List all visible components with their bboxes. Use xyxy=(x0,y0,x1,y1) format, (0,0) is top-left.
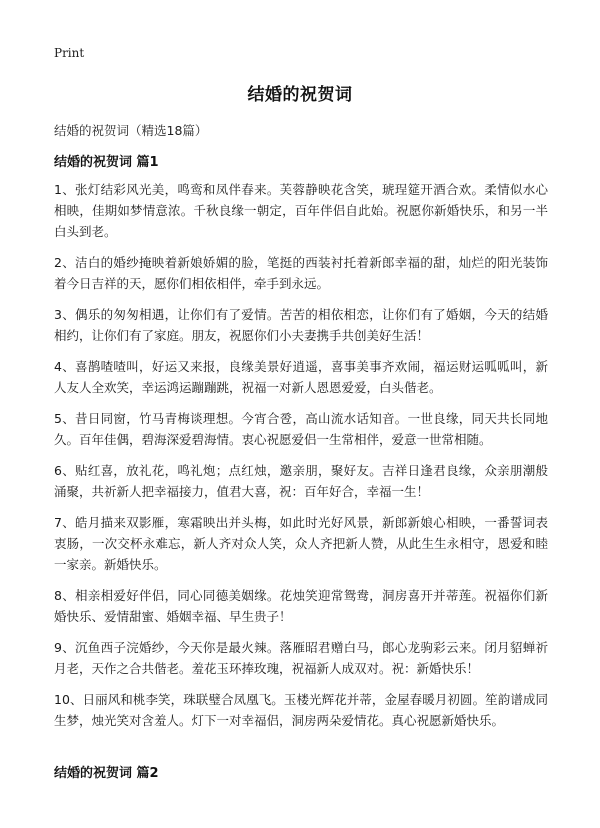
paragraph-4: 4、喜鹊喳喳叫，好运又来报，良缘美景好逍遥，喜事美事齐欢闹，福运财运呱呱叫，新人友人全欢笑，幸运鸿运蹦蹦跳，祝福一对新人恩恩爱爱，白头偕老。 xyxy=(54,359,548,395)
section-heading-1: 结婚的祝贺词 篇1 xyxy=(54,155,159,170)
paragraph-8: 8、相亲相爱好伴侣，同心同德美姻缘。花烛笑迎常鸳鸯，洞房喜开并蒂莲。祝福你们新婚快乐、爱情甜蜜、婚姻幸福、早生贵子！ xyxy=(54,588,548,624)
paragraph-3: 3、偶乐的匆匆相遇，让你们有了爱情。苦苦的相依相恋，让你们有了婚姻，今天的结婚相约，让你们有了家庭。朋友，祝愿你们小夫妻携手共创美好生活！ xyxy=(54,307,548,343)
paragraph-10: 10、日丽风和桃李笑，珠联璧合凤凰飞。玉楼光辉花并蒂，金屋春暖月初圆。笙韵谱成同生梦，烛光笑对含羞人。灯下一对幸福侣，洞房两朵爱情花。真心祝愿新婚快乐。 xyxy=(54,692,548,728)
paragraph-5: 5、昔日同窗，竹马青梅谈理想。今宵合卺，高山流水话知音。一世良缘，同天共长同地久。百年佳偶，碧海深爱碧海情。衷心祝愿爱侣一生常相伴，爱意一世常相随。 xyxy=(54,411,548,447)
print-label: Print xyxy=(54,46,85,60)
document-subtitle: 结婚的祝贺词（精选18篇） xyxy=(54,123,208,138)
paragraph-1: 1、张灯结彩风光美，鸣鸾和凤伴春来。芙蓉静映花含笑，琥珵筵开酒合欢。柔情似水心相映，佳期如梦情意浓。千秋良缘一朝定，百年伴侣自此始。祝愿你新婚快乐，和另一半白头到老。 xyxy=(54,182,548,239)
page-title: 结婚的祝贺词 xyxy=(247,85,353,105)
paragraph-6: 6、贴红喜，放礼花，鸣礼炮；点红烛，邀亲朋，聚好友。吉祥日逢君良缘，众亲朋潮般涌聚，共祈新人把幸福接力，值君大喜，祝：百年好合，幸福一生！ xyxy=(54,463,548,499)
paragraph-2: 2、洁白的婚纱掩映着新娘娇媚的脸，笔挺的西装衬托着新郎幸福的甜，灿烂的阳光装饰着今日吉祥的天，愿你们相依相伴，牵手到永远。 xyxy=(54,255,548,291)
section-1-body xyxy=(54,179,548,741)
section-heading-2: 结婚的祝贺词 篇2 xyxy=(54,766,159,781)
paragraph-7: 7、皓月描来双影雁，寒霜映出并头梅，如此时光好风景，新郎新娘心相映，一番誓词表衷肠，一次交杯永难忘，新人齐对众人笑，众人齐把新人赞，从此生生永相守，恩爱和睦一家亲。新婚快乐。 xyxy=(54,515,548,572)
paragraph-9: 9、沉鱼西子浣婚纱，今天你是最火辣。落雁昭君赠白马，郎心龙驹彩云来。闭月貂蝉祈月老，天作之合共偕老。羞花玉环捧玫瑰，祝福新人成双对。祝：新婚快乐！ xyxy=(54,640,548,676)
